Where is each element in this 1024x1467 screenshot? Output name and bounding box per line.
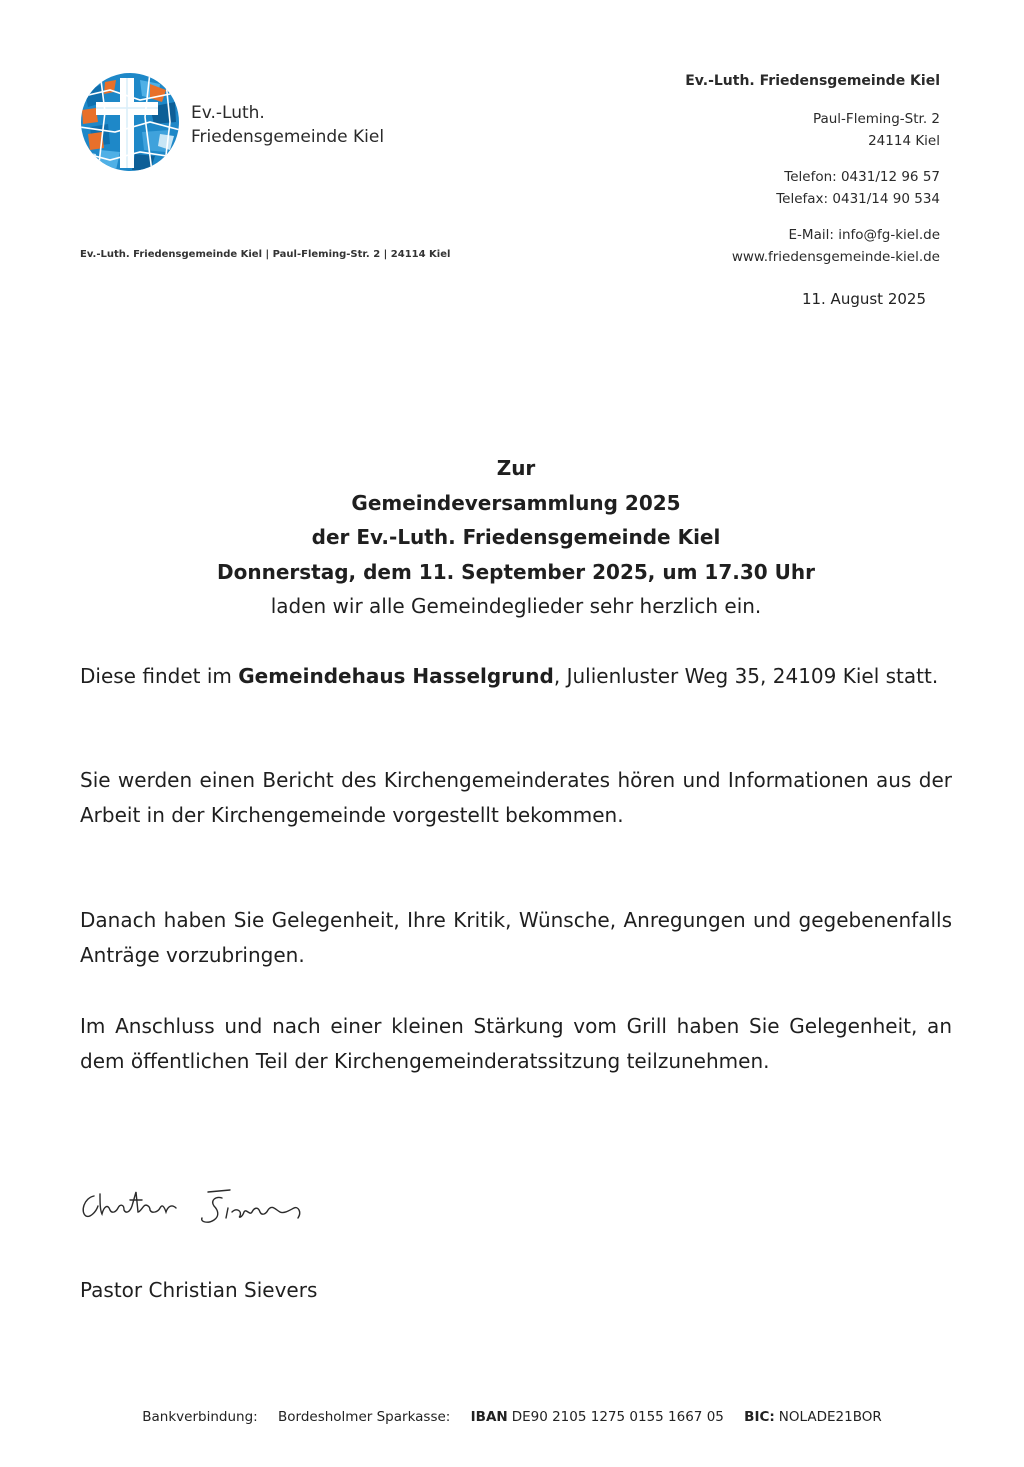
paragraph-location xyxy=(80,659,952,694)
invitation-heading xyxy=(80,451,952,624)
paragraph-grill: Im Anschluss und nach einer kleinen Stärkung vom Grill haben Sie Gelegenheit, an dem öffentlichen Teil der Kirchengemeinderatssitzung teilzunehmen. xyxy=(80,1014,952,1073)
footer-bic-label: BIC: xyxy=(744,1409,775,1425)
heading-line4: Donnerstag, dem 11. September 2025, um 17.30 Uhr xyxy=(217,559,815,584)
contact-phone: Telefon: 0431/12 96 57 xyxy=(784,169,940,185)
paragraph-report: Sie werden einen Bericht des Kirchengemeinderates hören und Informationen aus der Arbeit in der Kirchengemeinde vorgestellt bekommen. xyxy=(80,768,952,827)
footer-iban: DE90 2105 1275 0155 1667 05 xyxy=(511,1409,724,1425)
contact-email: E-Mail: info@fg-kiel.de xyxy=(788,227,940,243)
p1-venue: Gemeindehaus Hasselgrund xyxy=(238,664,554,688)
footer-bic: NOLADE21BOR xyxy=(778,1409,882,1425)
logo-text xyxy=(191,101,384,149)
contact-block xyxy=(685,70,940,268)
contact-web: www.friedensgemeinde-kiel.de xyxy=(731,249,940,265)
footer-label: Bankverbindung: xyxy=(142,1409,258,1425)
footer-bank: Bordesholmer Sparkasse: xyxy=(278,1409,451,1425)
closing-name: Pastor Christian Sievers xyxy=(80,1278,318,1302)
footer-iban-label: IBAN xyxy=(470,1409,508,1425)
logo-line2: Friedensgemeinde Kiel xyxy=(191,127,385,147)
logo-line1: Ev.-Luth. xyxy=(191,103,265,123)
heading-line1: Zur xyxy=(496,456,536,480)
heading-line2: Gemeindeversammlung 2025 xyxy=(351,490,681,515)
handwritten-signature xyxy=(80,1182,310,1232)
heading-line3: der Ev.-Luth. Friedensgemeinde Kiel xyxy=(311,525,721,549)
sender-address-line: Ev.-Luth. Friedensgemeinde Kiel | Paul-Fleming-Str. 2 | 24114 Kiel xyxy=(80,249,451,260)
paragraph-feedback: Danach haben Sie Gelegenheit, Ihre Kritik, Wünsche, Anregungen und gegebenenfalls Anträge vorzubringen. xyxy=(80,908,952,967)
contact-org: Ev.-Luth. Friedensgemeinde Kiel xyxy=(685,73,940,89)
contact-street: Paul-Fleming-Str. 2 xyxy=(812,111,940,127)
p1-post: , Julienluster Weg 35, 24109 Kiel statt. xyxy=(553,664,939,688)
contact-fax: Telefax: 0431/14 90 534 xyxy=(776,191,940,207)
letter-date: 11. August 2025 xyxy=(801,290,926,308)
p1-pre: Diese findet im xyxy=(80,664,239,688)
church-logo-icon xyxy=(80,72,180,172)
heading-line5: laden wir alle Gemeindeglieder sehr herzlich ein. xyxy=(270,594,762,618)
contact-city: 24114 Kiel xyxy=(868,133,940,149)
bank-footer xyxy=(0,1409,1024,1425)
